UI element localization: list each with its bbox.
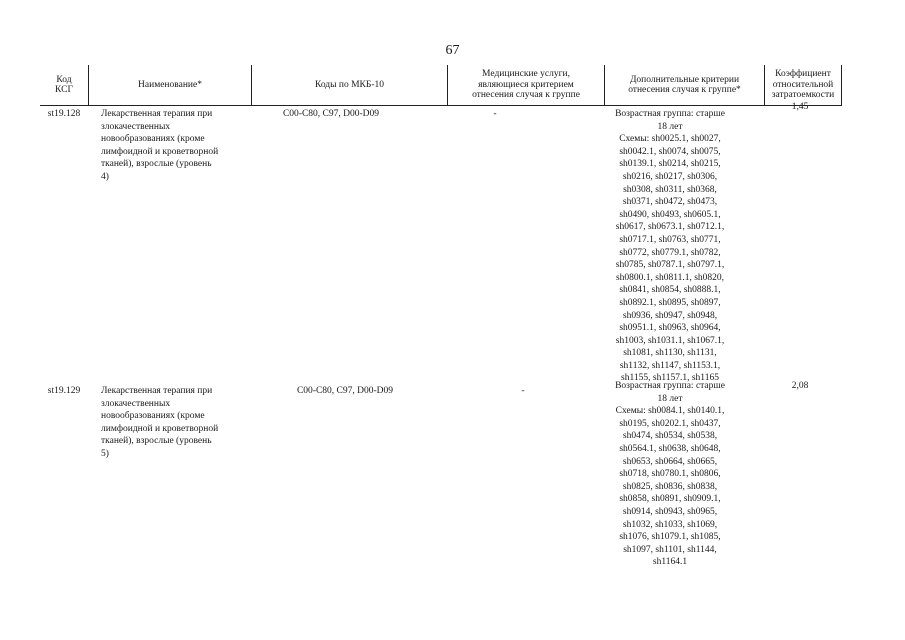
criteria-line: sh0951.1, sh0963, sh0964,: [619, 323, 721, 334]
row-mkb: C00-C80, C97, D00-D09: [282, 109, 380, 119]
header-services-line: являющиеся критерием: [478, 79, 574, 90]
header-services-line: отнесения случая к группе: [472, 90, 580, 101]
criteria-line: 18 лет: [657, 121, 683, 132]
row-name-line: тканей), взрослые (уровень: [101, 159, 212, 170]
criteria-line: 18 лет: [657, 393, 683, 404]
header-mkb-label: Коды по МКБ-10: [314, 79, 385, 90]
header-criteria-line: Дополнительные критерии: [629, 74, 740, 85]
row-name-line: злокачественных: [101, 398, 171, 409]
criteria-line: sh0841, sh0854, sh0888.1,: [619, 285, 721, 296]
criteria-line: sh0717.1, sh0763, sh0771,: [619, 234, 721, 245]
row-name-line: злокачественных: [101, 121, 171, 132]
criteria-line: sh1155, sh1157.1, sh1165: [621, 373, 719, 384]
criteria-line: sh1076, sh1079.1, sh1085,: [619, 532, 721, 543]
criteria-line: Возрастная группа: старше: [615, 381, 725, 391]
criteria-line: sh0474, sh0534, sh0538,: [622, 431, 718, 442]
criteria-line: sh1097, sh1101, sh1144,: [623, 544, 717, 555]
header-criteria: [604, 65, 764, 105]
row-mkb: C00-C80, C97, D00-D09: [296, 386, 394, 396]
header-kod: [40, 65, 88, 105]
row-services: -: [493, 109, 497, 119]
table-header: [40, 65, 842, 106]
row-name-line: 4): [101, 171, 109, 182]
header-coef-line: Коэффициент: [775, 69, 831, 80]
page-number: 67: [445, 43, 460, 58]
criteria-line: sh0308, sh0311, sh0368,: [623, 184, 717, 195]
criteria-line: Схемы: sh0084.1, sh0140.1,: [615, 406, 725, 417]
header-mkb: [251, 65, 447, 105]
criteria-line: sh1164.1: [652, 557, 688, 568]
row-name-line: новообразованиях (кроме: [101, 411, 205, 422]
criteria-line: sh0936, sh0947, sh0948,: [622, 310, 718, 321]
row-name-line: лимфоидной и кроветворной: [101, 423, 219, 434]
row-name: [101, 385, 261, 461]
criteria-line: sh0892.1, sh0895, sh0897,: [619, 297, 721, 308]
header-services-line: Медицинские услуги,: [482, 69, 570, 80]
header-coef-line: относительной: [772, 79, 834, 90]
criteria-line: sh0718, sh0780.1, sh0806,: [619, 469, 721, 480]
header-kod-line: КСГ: [55, 85, 73, 95]
row-name-line: Лекарственная терапия при: [101, 386, 213, 396]
criteria-line: sh0564.1, sh0638, sh0648,: [619, 443, 721, 454]
row-kod: st19.129: [47, 386, 81, 396]
header-kod-line: Код: [56, 74, 72, 85]
row-criteria: [595, 108, 745, 385]
criteria-line: sh0216, sh0217, sh0306,: [622, 171, 718, 182]
row-services: -: [521, 386, 525, 396]
row-name-line: Лекарственная терапия при: [101, 109, 213, 119]
criteria-line: sh0371, sh0472, sh0473,: [622, 197, 718, 208]
criteria-line: sh0653, sh0664, sh0665,: [622, 456, 718, 467]
criteria-line: sh0858, sh0891, sh0909.1,: [619, 494, 721, 505]
header-name-label: Наименование*: [138, 79, 202, 90]
header-coef-line: затратоемкости: [771, 90, 835, 101]
header-services: [447, 65, 604, 105]
row-coef: 1,45: [791, 102, 809, 112]
criteria-line: sh0800.1, sh0811.1, sh0820,: [615, 272, 725, 283]
criteria-line: sh1032, sh1033, sh1069,: [622, 519, 718, 530]
header-criteria-line: отнесения случая к группе*: [628, 85, 741, 95]
row-name: [101, 108, 261, 184]
criteria-line: Возрастная группа: старше: [615, 109, 725, 119]
criteria-line: Схемы: sh0025.1, sh0027,: [619, 134, 721, 145]
row-name-line: лимфоидной и кроветворной: [101, 146, 219, 157]
header-name: [88, 65, 251, 105]
row-coef: 2,08: [791, 381, 809, 391]
criteria-line: sh0914, sh0943, sh0965,: [622, 506, 718, 517]
criteria-line: sh0825, sh0836, sh0838,: [622, 481, 718, 492]
criteria-line: sh0617, sh0673.1, sh0712.1,: [615, 222, 725, 233]
row-name-line: тканей), взрослые (уровень: [101, 436, 212, 447]
header-coef: [764, 65, 842, 105]
row-name-line: новообразованиях (кроме: [101, 134, 205, 145]
criteria-line: sh0772, sh0779.1, sh0782,: [619, 247, 721, 258]
criteria-line: sh1081, sh1130, sh1131,: [623, 348, 717, 359]
row-kod: st19.128: [47, 109, 81, 119]
row-criteria: [595, 380, 745, 569]
criteria-line: sh0785, sh0787.1, sh0797.1,: [615, 260, 725, 271]
criteria-line: sh0195, sh0202.1, sh0437,: [619, 418, 721, 429]
criteria-line: sh0042.1, sh0074, sh0075,: [619, 146, 721, 157]
criteria-line: sh0490, sh0493, sh0605.1,: [619, 209, 721, 220]
criteria-line: sh0139.1, sh0214, sh0215,: [619, 159, 721, 170]
criteria-line: sh1003, sh1031.1, sh1067.1,: [615, 335, 725, 346]
row-name-line: 5): [101, 448, 109, 459]
criteria-line: sh1132, sh1147, sh1153.1,: [619, 360, 721, 371]
